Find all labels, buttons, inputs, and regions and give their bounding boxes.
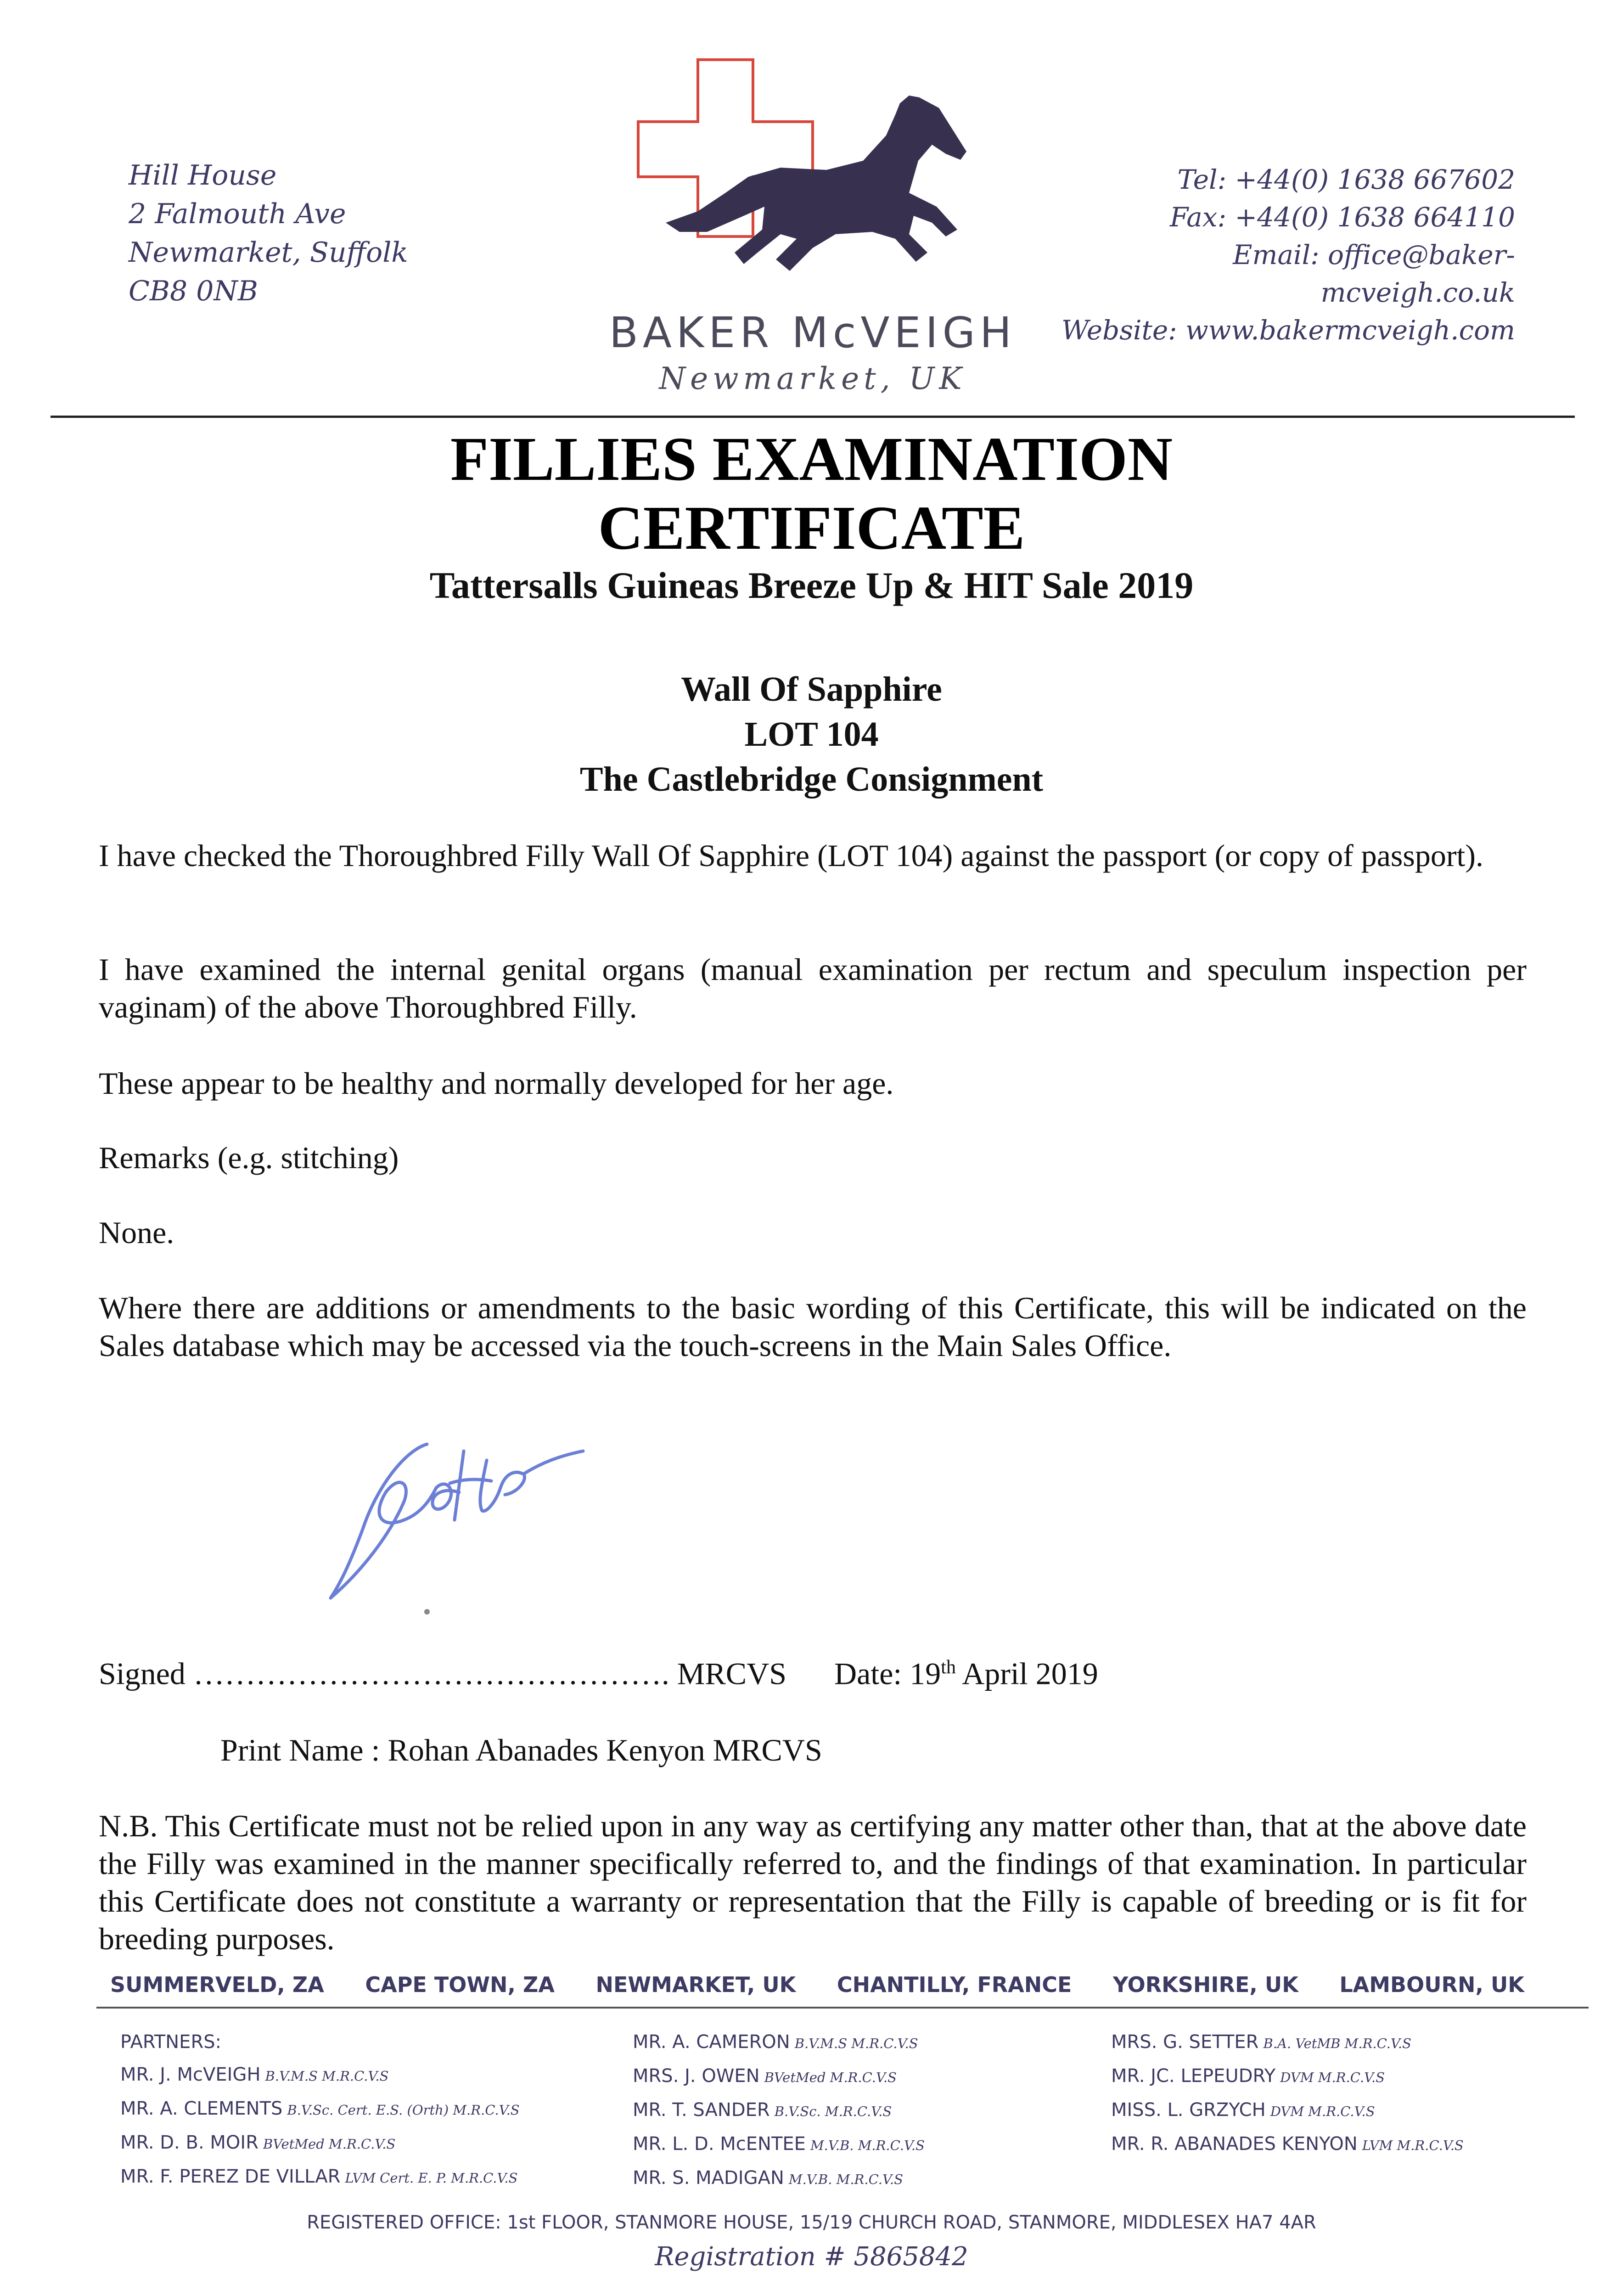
partner-entry [120,2093,625,2127]
partner-entry [633,2060,1115,2094]
website-line: Website: www.bakermcveigh.com [1061,315,1515,346]
phone-line: Tel: +44(0) 1638 667602 [1177,164,1515,195]
brand-name: BAKER McVEIGH [609,308,1016,357]
footer-divider [96,2007,1589,2009]
partner-entry [633,2162,1115,2196]
certificate-title-line1: FILLIES EXAMINATION [450,425,1173,494]
lot-number: LOT 104 [744,715,879,754]
partner-entry [1111,2026,1593,2060]
partner-qualifications: B.V.M.S M.R.C.V.S [265,2068,389,2084]
fax-line: Fax: +44(0) 1638 664110 [1169,202,1515,233]
office-location: CAPE TOWN, ZA [365,1972,555,1997]
signed-label: Signed [99,1656,185,1691]
partner-qualifications: M.V.B. M.R.C.V.S [788,2172,903,2187]
remarks-label: Remarks (e.g. stitching) [99,1140,399,1175]
paragraph-amendments: Where there are additions or amendments to the basic wording of this Certificate, this will be indicated on the Sales database which may be accessed via the touch-screens in the Main Sales Office. [99,1290,1527,1363]
certificate-title-line2: CERTIFICATE [598,494,1025,563]
partners-column-1 [120,2026,625,2195]
address-line: Newmarket, Suffolk [129,236,408,269]
partner-name: MR. JC. LEPEUDRY [1111,2065,1276,2087]
office-location: YORKSHIRE, UK [1112,1972,1298,1997]
partner-name: MRS. J. OWEN [633,2065,760,2087]
horse-name: Wall Of Sapphire [681,670,942,709]
partner-entry [120,2127,625,2161]
partner-entry [1111,2094,1593,2128]
paragraph-examination: I have examined the internal genital organs (manual examination per rectum and speculum inspection per vaginam) of the above Thoroughbred Filly. [99,952,1527,1024]
email-line: Email: office@baker-mcveigh.co.uk [1233,239,1515,308]
partner-name: MR. L. D. McENTEE [633,2133,806,2155]
office-location: SUMMERVELD, ZA [110,1972,324,1997]
partner-name: MR. T. SANDER [633,2099,770,2121]
partner-entry [1111,2060,1593,2094]
partner-qualifications: B.V.Sc. Cert. E.S. (Orth) M.R.C.V.S [287,2102,520,2118]
office-location: NEWMARKET, UK [595,1972,796,1997]
registered-office: REGISTERED OFFICE: 1st FLOOR, STANMORE HOUSE, 15/19 CHURCH ROAD, STANMORE, MIDDLESEX HA7 4AR [307,2212,1316,2233]
handwritten-signature [312,1419,606,1621]
partner-entry [633,2026,1115,2060]
partners-column-3 [1111,2026,1593,2162]
partners-label: PARTNERS: [120,2032,222,2053]
paragraph-health: These appear to be healthy and normally developed for her age. [99,1066,894,1101]
partner-qualifications: BVetMed M.R.C.V.S [263,2136,396,2152]
partner-entry [633,2128,1115,2162]
partner-qualifications: M.V.B. M.R.C.V.S [810,2138,925,2153]
partner-name: MR. A. CAMERON [633,2032,790,2053]
sale-name: Tattersalls Guineas Breeze Up & HIT Sale 2019 [429,564,1194,606]
letterhead-address [129,156,542,310]
partner-name: MR. S. MADIGAN [633,2167,784,2189]
office-location: LAMBOURN, UK [1339,1972,1524,1997]
partner-qualifications: LVM M.R.C.V.S [1362,2138,1464,2153]
mrcvs-label: MRCVS [677,1656,787,1691]
remarks-value: None. [99,1215,174,1250]
partner-entry [120,2059,625,2093]
date-day: 19 [910,1656,941,1691]
partner-entry [1111,2128,1593,2162]
partner-qualifications: DVM M.R.C.V.S [1270,2104,1375,2119]
consignment: The Castlebridge Consignment [579,760,1044,799]
address-line: Hill House [129,159,277,191]
partner-name: MRS. G. SETTER [1111,2032,1259,2053]
partner-name: MISS. L. GRZYCH [1111,2099,1266,2121]
header-divider [51,416,1575,418]
paragraph-passport-check: I have checked the Thoroughbred Filly Wall Of Sapphire (LOT 104) against the passport (or copy of passport). [99,838,1484,873]
partners-column-2 [633,2026,1115,2196]
partner-qualifications: B.V.Sc. M.R.C.V.S [774,2104,892,2119]
signature-line [99,1649,1568,1693]
office-locations [110,1971,1524,1998]
date-suffix: th [941,1657,956,1678]
partner-name: MR. D. B. MOIR [120,2132,258,2153]
partner-name: MR. A. CLEMENTS [120,2098,283,2119]
office-location: CHANTILLY, FRANCE [837,1972,1072,1997]
print-name: Print Name : Rohan Abanades Kenyon MRCVS [220,1733,822,1767]
partner-name: MR. R. ABANADES KENYON [1111,2133,1358,2155]
date-month-year: April 2019 [962,1656,1098,1691]
partner-qualifications: B.A. VetMB M.R.C.V.S [1263,2036,1411,2051]
partner-qualifications: LVM Cert. E. P. M.R.C.V.S [345,2170,518,2186]
date-label: Date: [834,1656,902,1691]
brand-location: Newmarket, UK [659,361,966,396]
partner-qualifications: B.V.M.S M.R.C.V.S [794,2036,918,2051]
registration-number: Registration # 5865842 [655,2242,968,2272]
partner-name: MR. F. PEREZ DE VILLAR [120,2166,341,2187]
letterhead-contact [1056,161,1515,349]
signature-dots: ………………………………………. [193,1656,669,1691]
address-line: CB8 0NB [129,275,258,307]
partner-qualifications: BVetMed M.R.C.V.S [764,2070,897,2085]
disclaimer-paragraph: N.B. This Certificate must not be relied upon in any way as certifying any matter other than, that at the above date the Filly was examined in the manner specifically referred to, and the findings of that examination. In particular this Certificate does not constitute a warranty or representation that the Filly is capable of breeding or is fit for breeding purposes. [99,1808,1527,1956]
partner-name: MR. J. McVEIGH [120,2064,261,2085]
address-line: 2 Falmouth Ave [129,198,346,230]
partner-entry [633,2094,1115,2128]
partner-entry [120,2161,625,2195]
partner-qualifications: DVM M.R.C.V.S [1280,2070,1385,2085]
